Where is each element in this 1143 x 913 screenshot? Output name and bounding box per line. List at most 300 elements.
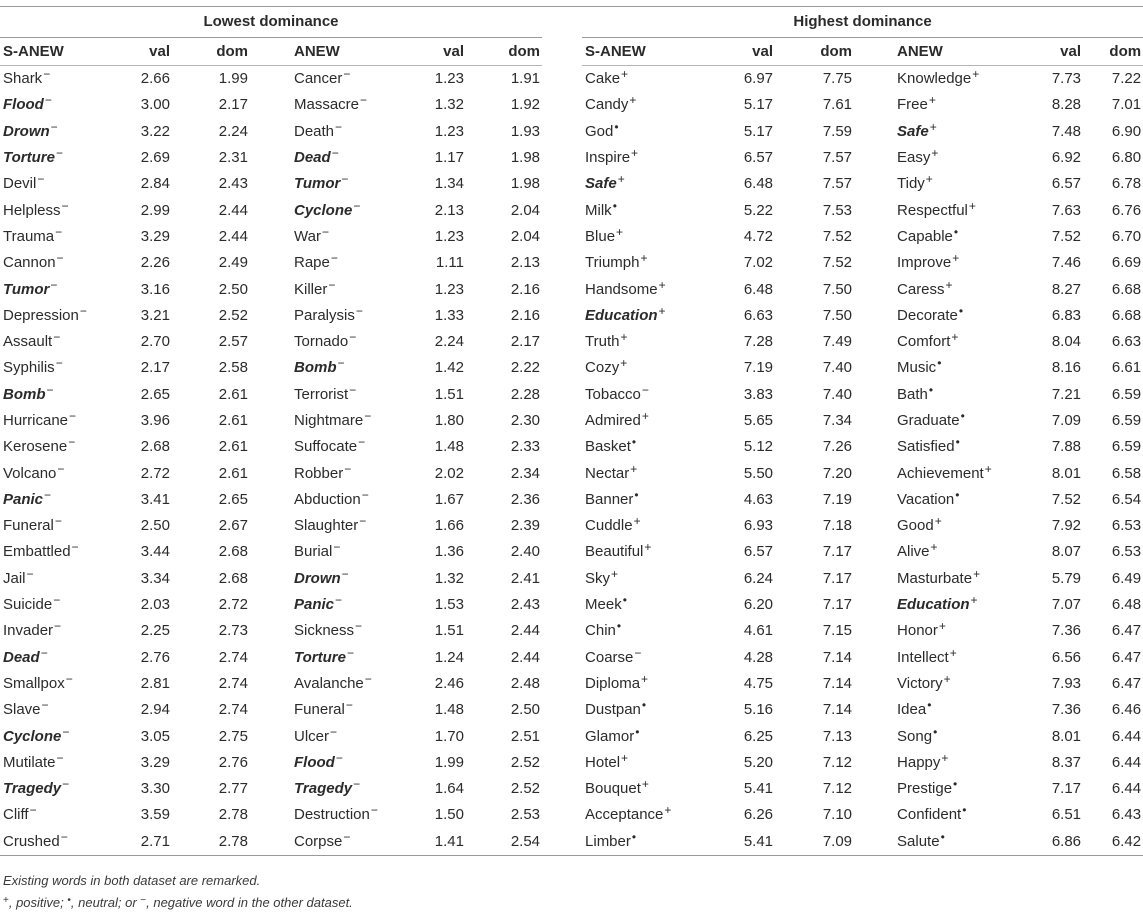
polarity-mark: • [953,224,959,239]
dom-cell: 6.48 [1111,596,1142,614]
val-cell: 1.67 [434,490,464,508]
word-cell: Helpless− [3,198,69,219]
dom-cell: 2.30 [510,412,541,429]
negative-mark: − [140,895,147,906]
polarity-mark: − [44,93,52,108]
dom-cell: 2.36 [510,490,541,508]
word-cell: Tumor− [3,277,58,298]
dom-cell: 7.61 [822,96,853,114]
word-cell: Rape− [294,251,338,272]
word-cell: Salute• [894,829,1004,856]
word-cell: Panic− [3,487,52,508]
val-cell: 7.17 [1051,780,1082,798]
word-cell: Blue+ [585,224,624,245]
val-cell: 3.34 [140,569,170,587]
word-cell: Knowledge+ [897,67,980,88]
dom-cell: 2.39 [510,517,541,535]
polarity-mark: − [55,356,63,371]
dom-cell: 7.18 [822,517,853,535]
val-cell: 1.33 [434,306,464,324]
val-cell: 6.56 [1051,648,1082,666]
dom-cell: 7.22 [1111,70,1142,88]
val-cell: 7.02 [743,254,774,272]
polarity-mark: − [341,566,349,581]
polarity-mark: + [631,146,639,161]
polarity-mark: − [634,645,642,660]
word-cell: Slave− [3,698,49,719]
polarity-mark: − [46,382,54,397]
polarity-mark: + [620,356,628,371]
val-cell: 5.41 [743,780,774,798]
dom-cell: 6.42 [1083,829,1143,856]
col-header-val: val [96,38,172,66]
polarity-mark: − [359,514,367,529]
word-cell: Smallpox− [3,671,73,692]
dom-cell: 7.50 [822,306,853,324]
dom-cell: 6.53 [1111,517,1142,535]
word-cell: Nectar+ [585,461,638,482]
polarity-mark: − [69,409,77,423]
word-cell: Torture− [3,146,63,167]
dom-cell: 7.12 [822,780,853,798]
word-cell: Honor+ [897,619,946,640]
polarity-mark: − [54,514,62,529]
col-header-sanew: S-ANEW [582,38,688,66]
polarity-mark: + [973,566,981,581]
word-cell: Funeral− [294,698,353,719]
table-row [0,66,1143,93]
val-cell: 2.84 [140,175,170,193]
word-cell: Bomb− [294,356,345,377]
col-header-anew: ANEW [894,38,1004,66]
polarity-mark: + [951,330,959,345]
col-header-val: val [398,38,466,66]
word-cell: Vacation• [897,487,960,508]
word-cell: Terrorist− [294,382,357,403]
polarity-mark: − [349,382,357,397]
val-cell: 5.12 [743,438,774,456]
polarity-mark: − [53,593,61,608]
dom-cell: 6.46 [1111,701,1142,719]
table-row [0,697,1143,723]
dom-cell: 7.52 [822,227,853,245]
positive-mark: + [3,895,9,906]
polarity-mark: + [943,671,951,686]
dom-cell: 7.17 [822,569,853,587]
polarity-mark: + [621,67,629,82]
dom-cell: 7.52 [822,254,853,272]
word-cell: Cancer− [294,67,351,88]
val-cell: 1.24 [434,648,464,666]
val-cell: 7.63 [1051,201,1082,219]
val-cell: 7.73 [1051,70,1082,88]
val-cell: 5.50 [743,464,774,482]
polarity-mark: + [938,619,946,634]
dom-cell: 6.68 [1111,280,1142,298]
word-cell: Corpse− [291,829,398,856]
dom-cell: 7.14 [822,648,853,666]
dom-cell: 1.93 [510,122,541,140]
dom-cell: 2.40 [510,543,541,561]
val-cell: 8.28 [1051,96,1082,114]
polarity-mark: • [634,487,639,502]
table-row [0,513,1143,539]
dom-cell: 2.33 [510,438,541,456]
dom-cell: 2.49 [218,254,248,272]
word-cell: Bath• [897,382,934,403]
word-cell: Slaughter− [294,514,367,535]
table-row [0,592,1143,618]
polarity-mark: + [968,198,976,213]
polarity-mark: − [54,619,62,634]
dom-cell: 6.49 [1111,569,1142,587]
val-cell: 5.17 [743,122,774,140]
word-cell: Acceptance+ [585,803,672,824]
val-cell: 6.51 [1051,806,1082,824]
polarity-mark: • [631,829,637,844]
val-cell: 1.48 [434,701,464,719]
polarity-mark: − [335,593,343,608]
polarity-mark: − [361,487,369,502]
word-cell: Decorate• [897,303,964,324]
word-cell: Cyclone− [3,724,70,745]
dom-cell: 1.99 [218,70,248,88]
val-cell: 6.20 [743,596,774,614]
polarity-mark: − [346,645,354,660]
val-cell: 7.28 [743,333,774,351]
dom-cell: 2.04 [510,227,541,245]
word-cell: Alive+ [897,540,938,561]
dom-cell: 6.47 [1111,674,1142,692]
val-cell: 1.36 [434,543,464,561]
polarity-mark: + [928,93,936,108]
val-cell: 1.53 [434,596,464,614]
val-cell: 6.48 [743,175,774,193]
word-cell: Coarse− [585,645,642,666]
val-cell: 6.83 [1051,306,1082,324]
dom-cell: 2.54 [466,829,542,856]
dom-cell: 7.40 [822,359,853,377]
word-cell: Paralysis− [294,303,363,324]
word-cell: Cannon− [3,251,64,272]
dom-cell: 2.52 [510,753,541,771]
val-cell: 2.25 [140,622,170,640]
dom-cell: 2.75 [218,727,248,745]
val-cell: 7.21 [1051,385,1082,403]
dom-cell: 2.16 [510,280,541,298]
val-cell: 4.72 [743,227,774,245]
val-cell: 3.83 [743,385,774,403]
polarity-mark: + [633,514,641,529]
val-cell: 6.24 [743,569,774,587]
word-cell: Suicide− [3,593,61,614]
val-cell: 6.57 [743,543,774,561]
dom-cell: 6.80 [1111,149,1142,167]
polarity-mark: + [949,645,957,660]
val-cell: 1.70 [434,727,464,745]
word-cell: Milk• [585,198,617,219]
val-cell: 8.27 [1051,280,1082,298]
polarity-mark: − [343,67,351,82]
polarity-mark: − [79,303,87,318]
word-cell: Handsome+ [585,277,666,298]
val-cell: 2.26 [140,254,170,272]
polarity-mark: − [41,698,49,713]
val-cell: 5.16 [743,701,774,719]
dom-cell: 2.73 [218,622,248,640]
col-header-dom: dom [172,38,250,66]
polarity-mark: • [641,698,647,713]
word-cell: Good+ [897,514,942,535]
dom-cell: 7.50 [822,280,853,298]
polarity-mark: • [958,303,964,318]
dom-cell: 7.12 [822,753,853,771]
word-cell: Cozy+ [585,356,628,377]
word-cell: Tragedy− [3,777,70,798]
polarity-mark: • [953,777,958,792]
table-row [0,224,1143,250]
val-cell: 5.20 [743,753,774,771]
val-cell: 8.07 [1051,543,1082,561]
val-cell: 6.25 [743,727,774,745]
val-cell: 1.50 [434,806,464,824]
dom-cell: 7.13 [822,727,853,745]
polarity-mark: − [26,566,34,581]
word-cell: Dustpan• [585,698,647,719]
polarity-mark: + [641,777,649,792]
dom-cell: 6.63 [1111,333,1142,351]
dom-cell: 2.78 [172,829,250,856]
val-cell: 1.51 [434,622,464,640]
table-row [0,434,1143,460]
polarity-mark: − [330,724,338,739]
val-cell: 6.57 [743,149,774,167]
polarity-mark: − [68,435,76,450]
word-cell: Dead− [3,645,48,666]
table-row [0,119,1143,145]
val-cell: 1.34 [434,175,464,193]
word-cell: Chin• [585,619,622,640]
word-cell: Confident• [897,803,967,824]
dom-cell: 6.76 [1111,201,1142,219]
val-cell: 1.42 [434,359,464,377]
polarity-mark: − [344,461,352,476]
polarity-mark: + [611,566,619,581]
word-cell: Easy+ [897,146,939,167]
polarity-mark: − [370,803,378,818]
dom-cell: 2.51 [510,727,541,745]
polarity-mark: − [335,119,343,134]
dom-cell: 6.44 [1111,753,1142,771]
polarity-mark: − [355,619,363,634]
val-cell: 7.09 [1051,412,1082,429]
dom-cell: 1.98 [510,149,541,167]
word-cell: Music• [897,356,942,377]
dom-cell: 7.19 [822,490,853,508]
word-cell: Education+ [897,593,978,614]
val-cell: 7.88 [1051,438,1082,456]
table-row [0,723,1143,749]
dom-cell: 7.20 [822,464,853,482]
val-cell: 4.61 [743,622,774,640]
polarity-mark: − [341,172,349,187]
polarity-mark: + [630,461,638,476]
word-cell: Prestige• [897,777,958,798]
word-cell: God• [585,119,619,140]
table-row [0,618,1143,644]
val-cell: 7.07 [1051,596,1082,614]
val-cell: 2.13 [434,201,464,219]
dominance-table [0,6,1143,856]
dom-cell: 7.14 [822,674,853,692]
word-cell: Tragedy− [294,777,361,798]
table-row [0,197,1143,223]
word-cell: Intellect+ [897,645,957,666]
val-cell: 4.75 [743,674,774,692]
word-cell: Embattled− [3,540,79,561]
dom-cell: 2.24 [218,122,248,140]
dom-cell: 2.44 [218,227,248,245]
polarity-mark: • [616,619,622,634]
word-cell: Crushed− [0,829,96,856]
word-cell: Cliff− [3,803,37,824]
dom-cell: 6.90 [1111,122,1142,140]
dom-cell: 2.57 [218,333,248,351]
val-cell: 8.37 [1051,753,1082,771]
val-cell: 6.93 [743,517,774,535]
word-cell: Torture− [294,645,354,666]
table-row [0,276,1143,302]
word-cell: Truth+ [585,330,628,351]
val-cell: 1.80 [434,412,464,429]
polarity-mark: − [43,67,51,82]
polarity-mark: − [337,356,345,371]
word-cell: Flood− [294,750,343,771]
polarity-mark: + [617,172,625,187]
val-cell: 1.51 [434,385,464,403]
polarity-mark: − [321,224,329,239]
polarity-mark: − [345,698,353,713]
word-cell: Admired+ [585,409,649,429]
word-cell: Song• [897,724,938,745]
val-cell: 3.05 [140,727,170,745]
val-cell: 7.48 [1051,122,1082,140]
dom-cell: 2.65 [218,490,248,508]
word-cell: Jail− [3,566,34,587]
table-row [0,645,1143,671]
dom-cell: 2.68 [218,569,248,587]
word-cell: Suffocate− [294,435,366,456]
polarity-mark: + [925,172,933,187]
dom-cell: 2.17 [218,96,248,114]
dom-cell: 2.13 [510,254,541,272]
word-cell: Mutilate− [3,750,64,771]
col-header-dom: dom [466,38,542,66]
val-cell: 6.63 [743,306,774,324]
val-cell: 4.63 [743,490,774,508]
word-cell: Nightmare− [294,409,372,429]
val-cell: 3.21 [140,306,170,324]
dom-cell: 1.92 [510,96,541,114]
footnote-line-2: +, positive; •, neutral; or −, negative word in the other dataset. [3,895,353,910]
word-cell: Satisfied• [897,435,960,456]
val-cell: 6.86 [1004,829,1083,856]
table-row [0,92,1143,118]
col-header-val: val [688,38,775,66]
val-cell: 3.00 [140,96,170,114]
word-cell: Achievement+ [897,461,992,482]
dom-cell: 2.74 [218,648,248,666]
word-cell: Death− [294,119,343,140]
val-cell: 1.23 [434,280,464,298]
dom-cell: 7.59 [822,122,853,140]
word-cell: Drown− [3,119,58,140]
val-cell: 5.41 [688,829,775,856]
word-cell: Massacre− [294,93,368,114]
dom-cell: 2.58 [218,359,248,377]
dom-cell: 7.34 [822,412,853,429]
dom-cell: 7.53 [822,201,853,219]
table-row [0,145,1143,171]
dom-cell: 2.04 [510,201,541,219]
dom-cell: 6.59 [1111,412,1142,429]
dom-cell: 2.74 [218,701,248,719]
word-cell: Free+ [897,93,936,114]
polarity-mark: − [29,803,37,818]
table-row [0,303,1143,329]
word-cell: Tumor− [294,172,349,193]
dom-cell: 2.72 [218,596,248,614]
val-cell: 8.01 [1051,727,1082,745]
word-cell: Invader− [3,619,62,640]
polarity-mark: − [364,409,372,423]
dom-cell: 2.78 [218,806,248,824]
val-cell: 3.30 [140,780,170,798]
dom-cell: 2.31 [218,149,248,167]
col-header-dom: dom [775,38,854,66]
dom-cell: 2.53 [510,806,541,824]
dom-cell: 2.34 [510,464,541,482]
polarity-mark: + [644,540,652,555]
word-cell: Depression− [3,303,87,324]
polarity-mark: • [612,198,617,213]
val-cell: 1.64 [434,780,464,798]
word-cell: Glamor• [585,724,640,745]
word-cell: Burial− [294,540,341,561]
dom-cell: 7.09 [775,829,854,856]
val-cell: 2.65 [140,385,170,403]
dom-cell: 7.75 [822,70,853,88]
word-cell: Syphilis− [3,356,63,377]
val-cell: 7.36 [1051,622,1082,640]
table-row [0,487,1143,513]
polarity-mark: − [56,750,64,765]
val-cell: 2.94 [140,701,170,719]
word-cell: Beautiful+ [585,540,652,561]
polarity-mark: − [641,382,649,397]
word-cell: Candy+ [585,93,637,114]
polarity-mark: + [934,514,942,529]
polarity-mark: − [349,330,357,345]
polarity-mark: − [55,146,63,161]
val-cell: 5.22 [743,201,774,219]
word-cell: Assault− [3,330,61,351]
polarity-mark: − [60,829,68,844]
table-row [0,802,1143,828]
word-cell: Safe+ [585,172,625,193]
val-cell: 2.71 [96,829,172,856]
polarity-mark: + [945,277,953,292]
